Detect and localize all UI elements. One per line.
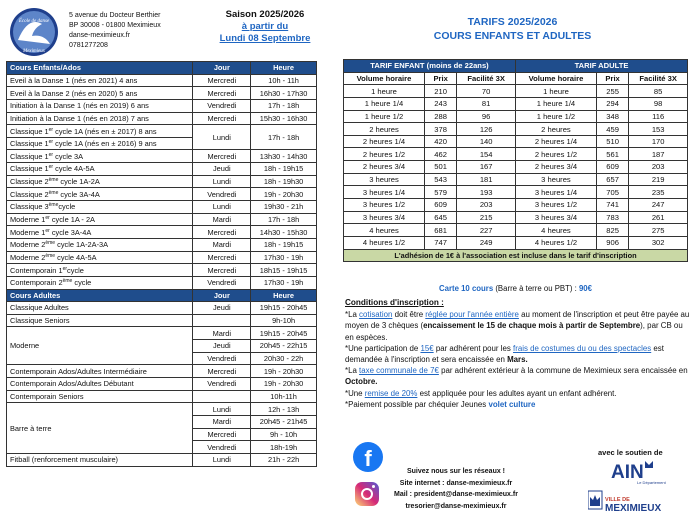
- price-cell: 154: [457, 148, 516, 161]
- price-cell: 227: [457, 224, 516, 237]
- price-cell: 210: [424, 85, 456, 98]
- price-cell: 657: [596, 173, 628, 186]
- conditions-block: [345, 297, 690, 410]
- course-time: 19h - 20h30: [251, 365, 317, 378]
- org-postal: BP 30008 - 01800 Meximieux: [69, 22, 161, 29]
- carte-price: 90€: [578, 284, 592, 293]
- table-row: [344, 85, 688, 98]
- table-row: [344, 161, 688, 174]
- course-time: 10h - 11h: [251, 74, 317, 87]
- svg-text:École de danse: École de danse: [18, 19, 50, 24]
- table-row: [7, 74, 317, 87]
- course-day: Lundi: [193, 403, 251, 416]
- table-row: [7, 150, 317, 163]
- course-name: Contemporain 1ercycle: [7, 264, 193, 277]
- table-row: [7, 276, 317, 289]
- price-cell: 187: [629, 148, 688, 161]
- price-cell: 348: [596, 110, 628, 123]
- tarifs-title: TARIFS 2025/2026: [467, 16, 558, 28]
- facebook-icon[interactable]: f: [353, 442, 383, 472]
- course-time: 16h30 - 17h30: [251, 87, 317, 100]
- price-cell: 420: [424, 135, 456, 148]
- course-time: 20h45 - 21h45: [251, 415, 317, 428]
- condition-cotisation: *La cotisation doit être réglée pour l'année entière au moment de l'inscription et peut être payée au moyen de 3 chèques (encaissement le 15 de chaque mois à partir de Septembre), par CB ou en espèces.: [345, 310, 690, 342]
- price-cell: 4 heures 1/2: [344, 236, 425, 249]
- price-cell: 2 heures 1/4: [515, 135, 596, 148]
- price-cell: 275: [629, 224, 688, 237]
- course-name: Classique 1er cycle 1A (nés en ± 2016) 9 ans: [7, 137, 193, 150]
- course-day: Vendredi: [193, 276, 251, 289]
- svg-text:Meximieux: Meximieux: [23, 49, 45, 54]
- table-row: [7, 112, 317, 125]
- instagram-icon[interactable]: [355, 482, 379, 506]
- table-row: [344, 211, 688, 224]
- price-cell: 126: [457, 123, 516, 136]
- table-row: [7, 264, 317, 277]
- course-day: Mardi: [193, 213, 251, 226]
- table-row: [7, 125, 317, 138]
- course-time: 18h - 19h15: [251, 163, 317, 176]
- course-name: Classique 1er cycle 4A-5A: [7, 163, 193, 176]
- course-name: Classique 1er cycle 1A (nés en ± 2017) 8 ans: [7, 125, 193, 138]
- schedule-table: [6, 61, 317, 467]
- course-day: Mardi: [193, 415, 251, 428]
- price-cell: 501: [424, 161, 456, 174]
- ain-text: AIN: [611, 462, 644, 483]
- schedule-adult-header-2: Heure: [251, 289, 317, 302]
- table-row: [344, 199, 688, 212]
- course-name: Classique 3èmecycle: [7, 201, 193, 214]
- course-day: Mardi: [193, 327, 251, 340]
- adhesion-note: L'adhésion de 1€ à l'association est incluse dans le tarif d'inscription: [344, 249, 688, 262]
- organization-info: [69, 11, 161, 51]
- tarif-adulte-header: TARIF ADULTE: [515, 60, 687, 73]
- course-day: [193, 314, 251, 327]
- course-day: Mardi: [193, 238, 251, 251]
- table-row: [7, 175, 317, 188]
- course-time: 17h - 18h: [251, 99, 317, 112]
- price-cell: 302: [629, 236, 688, 249]
- course-time: 9h - 10h: [251, 428, 317, 441]
- course-day: Mercredi: [193, 264, 251, 277]
- course-name: Contemporain Ados/Adultes Intermédiaire: [7, 365, 193, 378]
- price-cell: 1 heure: [344, 85, 425, 98]
- course-time: 15h30 - 16h30: [251, 112, 317, 125]
- price-cell: 561: [596, 148, 628, 161]
- price-cell: 2 heures 3/4: [515, 161, 596, 174]
- schedule-header-day: Jour: [193, 62, 251, 75]
- tarifs-subtitle: COURS ENFANTS ET ADULTES: [433, 30, 592, 42]
- course-time: 17h30 - 19h: [251, 276, 317, 289]
- condition-paiement: *Paiement possible par chéquier Jeunes volet culture: [345, 399, 536, 409]
- price-cell: 203: [457, 199, 516, 212]
- table-row: [7, 453, 317, 466]
- org-phone: 0781277208: [69, 42, 108, 49]
- price-cell: 70: [457, 85, 516, 98]
- course-day: Lundi: [193, 175, 251, 188]
- course-name: Classique Seniors: [7, 314, 193, 327]
- price-cell: 1 heure 1/4: [515, 97, 596, 110]
- table-row: [7, 314, 317, 327]
- price-subheader-row: [344, 72, 688, 85]
- course-time: 19h - 20h30: [251, 378, 317, 391]
- schedule-adult-header-row: [7, 289, 317, 302]
- table-row: [344, 123, 688, 136]
- course-time: 19h30 - 21h: [251, 201, 317, 214]
- course-day: Vendredi: [193, 378, 251, 391]
- meximieux-logo: [588, 488, 688, 516]
- price-cell: 116: [629, 110, 688, 123]
- price-cell: 153: [629, 123, 688, 136]
- table-row: [7, 378, 317, 391]
- price-cell: 543: [424, 173, 456, 186]
- table-row: [7, 403, 317, 416]
- table-row: [7, 201, 317, 214]
- price-cell: 255: [596, 85, 628, 98]
- table-row: [7, 390, 317, 403]
- price-cell: 219: [629, 173, 688, 186]
- price-cell: 3 heures 1/2: [344, 199, 425, 212]
- price-cell: 705: [596, 186, 628, 199]
- table-row: [7, 188, 317, 201]
- price-subheader: Volume horaire: [515, 72, 596, 85]
- price-cell: 3 heures 1/2: [515, 199, 596, 212]
- price-cell: 459: [596, 123, 628, 136]
- course-name: Classique Adultes: [7, 302, 193, 315]
- schedule-header-row: [7, 62, 317, 75]
- course-time: 12h - 13h: [251, 403, 317, 416]
- course-time: 18h - 19h30: [251, 175, 317, 188]
- price-cell: 1 heure 1/2: [344, 110, 425, 123]
- conditions-title: Conditions d'inscription :: [345, 298, 444, 307]
- price-cell: 235: [629, 186, 688, 199]
- social-website[interactable]: Site internet : danse-meximieux.fr: [399, 479, 513, 487]
- course-time: 21h - 22h: [251, 453, 317, 466]
- table-row: [7, 327, 317, 340]
- table-row: [344, 224, 688, 237]
- course-day: [193, 390, 251, 403]
- course-time: 19h15 - 20h45: [251, 302, 317, 315]
- course-time: 19h15 - 20h45: [251, 327, 317, 340]
- table-row: [7, 251, 317, 264]
- table-row: [7, 238, 317, 251]
- schedule-header-time: Heure: [251, 62, 317, 75]
- table-row: [7, 226, 317, 239]
- course-day: Mercredi: [193, 428, 251, 441]
- condition-remise: *Une remise de 20% est appliquée pour les adultes ayant un enfant adhérent.: [345, 388, 617, 398]
- price-cell: 96: [457, 110, 516, 123]
- price-cell: 203: [629, 161, 688, 174]
- price-cell: 1 heure 1/4: [344, 97, 425, 110]
- course-day: Mercredi: [193, 74, 251, 87]
- table-row: [344, 173, 688, 186]
- course-day: Vendredi: [193, 188, 251, 201]
- course-time: 19h - 20h30: [251, 188, 317, 201]
- table-row: [344, 97, 688, 110]
- season-info: [205, 9, 325, 45]
- social-follow: Suivez nous sur les réseaux !: [406, 468, 506, 475]
- price-group-row: [344, 60, 688, 73]
- price-cell: 783: [596, 211, 628, 224]
- course-time: 17h30 - 19h: [251, 251, 317, 264]
- price-cell: 609: [596, 161, 628, 174]
- course-day: Mercredi: [193, 112, 251, 125]
- price-cell: 4 heures: [515, 224, 596, 237]
- price-cell: 3 heures 3/4: [515, 211, 596, 224]
- condition-taxe: *La taxe communale de 7€ par adhérent extérieur à la commune de Meximieux sera encaissée en Octobre.: [345, 366, 688, 387]
- table-row: [344, 236, 688, 249]
- course-time: 17h - 18h: [251, 125, 317, 150]
- course-name: Classique 2ème cycle 1A-2A: [7, 175, 193, 188]
- course-time: 18h15 - 19h15: [251, 264, 317, 277]
- table-row: [7, 87, 317, 100]
- table-row: [344, 148, 688, 161]
- price-cell: 906: [596, 236, 628, 249]
- table-row: [344, 110, 688, 123]
- course-time: 18h - 19h15: [251, 238, 317, 251]
- course-name: Classique 1er cycle 3A: [7, 150, 193, 163]
- social-info: [392, 466, 520, 512]
- price-cell: 3 heures: [515, 173, 596, 186]
- course-day: Mercredi: [193, 226, 251, 239]
- course-name: Moderne: [7, 327, 193, 365]
- course-name: Contemporain Ados/Adultes Débutant: [7, 378, 193, 391]
- carte-detail: (Barre à terre ou PBT) :: [493, 284, 579, 293]
- course-time: 20h45 - 22h15: [251, 340, 317, 353]
- price-cell: 215: [457, 211, 516, 224]
- course-day: Mercredi: [193, 251, 251, 264]
- price-cell: 85: [629, 85, 688, 98]
- price-cell: 1 heure 1/2: [515, 110, 596, 123]
- price-body: [344, 60, 688, 262]
- school-logo: [4, 6, 64, 58]
- price-cell: 645: [424, 211, 456, 224]
- price-cell: 2 heures 3/4: [344, 161, 425, 174]
- price-subheader: Volume horaire: [344, 72, 425, 85]
- price-cell: 294: [596, 97, 628, 110]
- table-row: [7, 302, 317, 315]
- price-cell: 249: [457, 236, 516, 249]
- condition-costumes: *Une participation de 15€ par adhérent pour les frais de costumes du ou des spectacles est demandée à l'inscription et sera encaissée en Mars.: [345, 343, 664, 365]
- price-cell: 288: [424, 110, 456, 123]
- course-name: Classique 2ème cycle 3A-4A: [7, 188, 193, 201]
- season-title: Saison 2025/2026: [225, 9, 305, 20]
- price-cell: 609: [424, 199, 456, 212]
- course-day: Lundi: [193, 201, 251, 214]
- meximieux-text: MEXIMIEUX: [605, 503, 662, 514]
- price-cell: 2 heures: [344, 123, 425, 136]
- tarif-enfant-header: TARIF ENFANT (moins de 22ans): [344, 60, 516, 73]
- season-from: à partir du: [241, 21, 289, 32]
- schedule-body: [7, 62, 317, 467]
- price-cell: 140: [457, 135, 516, 148]
- course-name: Moderne 2ème cycle 1A-2A-3A: [7, 238, 193, 251]
- price-subheader: Facilité 3X: [457, 72, 516, 85]
- support-label: avec le soutien de: [598, 448, 663, 457]
- course-name: Contemporain Seniors: [7, 390, 193, 403]
- course-name: Initiation à la Danse 1 (nés en 2019) 6 ans: [7, 99, 193, 112]
- course-day: Vendredi: [193, 352, 251, 365]
- price-cell: 4 heures: [344, 224, 425, 237]
- schedule-adult-header-0: Cours Adultes: [7, 289, 193, 302]
- price-cell: 193: [457, 186, 516, 199]
- ville-text: VILLE DE: [605, 497, 630, 503]
- course-name: Moderne 2ème cycle 4A-5A: [7, 251, 193, 264]
- course-day: Mercredi: [193, 87, 251, 100]
- table-row: [7, 99, 317, 112]
- price-cell: 747: [424, 236, 456, 249]
- price-cell: 2 heures 1/2: [515, 148, 596, 161]
- course-time: 18h-19h: [251, 441, 317, 454]
- social-mail-tresorier[interactable]: tresorier@danse-meximieux.fr: [405, 502, 507, 510]
- course-time: 9h-10h: [251, 314, 317, 327]
- price-cell: 243: [424, 97, 456, 110]
- table-row: [7, 365, 317, 378]
- course-name: Moderne 1er cycle 1A - 2A: [7, 213, 193, 226]
- price-cell: 825: [596, 224, 628, 237]
- price-subheader: Facilité 3X: [629, 72, 688, 85]
- price-subheader: Prix: [424, 72, 456, 85]
- price-cell: 579: [424, 186, 456, 199]
- org-website[interactable]: danse-meximieux.fr: [69, 32, 131, 39]
- price-cell: 261: [629, 211, 688, 224]
- course-day: Vendredi: [193, 441, 251, 454]
- course-day: Vendredi: [193, 99, 251, 112]
- price-cell: 167: [457, 161, 516, 174]
- table-row: [7, 213, 317, 226]
- price-cell: 181: [457, 173, 516, 186]
- course-time: 13h30 - 14h30: [251, 150, 317, 163]
- price-cell: 2 heures 1/4: [344, 135, 425, 148]
- season-date: Lundi 08 Septembre: [219, 33, 311, 44]
- price-cell: 2 heures 1/2: [344, 148, 425, 161]
- price-cell: 98: [629, 97, 688, 110]
- course-time: 14h30 - 15h30: [251, 226, 317, 239]
- price-cell: 741: [596, 199, 628, 212]
- price-subheader: Prix: [596, 72, 628, 85]
- price-cell: 2 heures: [515, 123, 596, 136]
- schedule-adult-header-1: Jour: [193, 289, 251, 302]
- social-mail-president[interactable]: Mail : president@danse-meximieux.fr: [394, 491, 518, 498]
- course-name: Eveil à la Danse 2 (nés en 2020) 5 ans: [7, 87, 193, 100]
- price-cell: 681: [424, 224, 456, 237]
- course-name: Moderne 1er cycle 3A-4A: [7, 226, 193, 239]
- course-day: Mercredi: [193, 365, 251, 378]
- price-table: [343, 59, 688, 262]
- price-cell: 3 heures: [344, 173, 425, 186]
- table-row: [344, 135, 688, 148]
- tarifs-heading: [400, 15, 625, 43]
- course-name: Fitball (renforcement musculaire): [7, 453, 193, 466]
- price-cell: 81: [457, 97, 516, 110]
- course-day: Mercredi: [193, 150, 251, 163]
- course-day: Jeudi: [193, 340, 251, 353]
- price-cell: 3 heures 1/4: [515, 186, 596, 199]
- price-cell: 170: [629, 135, 688, 148]
- course-day: Jeudi: [193, 302, 251, 315]
- price-cell: 3 heures 1/4: [344, 186, 425, 199]
- price-cell: 378: [424, 123, 456, 136]
- course-name: Barre à terre: [7, 403, 193, 454]
- price-cell: 510: [596, 135, 628, 148]
- carte-label: Carte 10 cours: [439, 284, 494, 293]
- price-cell: 462: [424, 148, 456, 161]
- course-day: Lundi: [193, 125, 251, 150]
- ain-departement-logo: [607, 459, 667, 485]
- course-time: 17h - 18h: [251, 213, 317, 226]
- course-day: Lundi: [193, 453, 251, 466]
- course-name: Eveil à la Danse 1 (nés en 2021) 4 ans: [7, 74, 193, 87]
- carte-10-cours: [343, 284, 688, 293]
- org-address: 5 avenue du Docteur Berthier: [69, 12, 161, 19]
- price-cell: 4 heures 1/2: [515, 236, 596, 249]
- price-cell: 3 heures 3/4: [344, 211, 425, 224]
- price-cell: 247: [629, 199, 688, 212]
- price-note-row: [344, 249, 688, 262]
- price-cell: 1 heure: [515, 85, 596, 98]
- course-time: 20h30 - 22h: [251, 352, 317, 365]
- course-day: Jeudi: [193, 163, 251, 176]
- table-row: [344, 186, 688, 199]
- table-row: [7, 163, 317, 176]
- course-name: Contemporain 2ème cycle: [7, 276, 193, 289]
- course-name: Initiation à la Danse 1 (nés en 2018) 7 ans: [7, 112, 193, 125]
- schedule-header-course: Cours Enfants/Ados: [7, 62, 193, 75]
- ain-subtext: Le Département: [637, 480, 666, 485]
- course-time: 10h-11h: [251, 390, 317, 403]
